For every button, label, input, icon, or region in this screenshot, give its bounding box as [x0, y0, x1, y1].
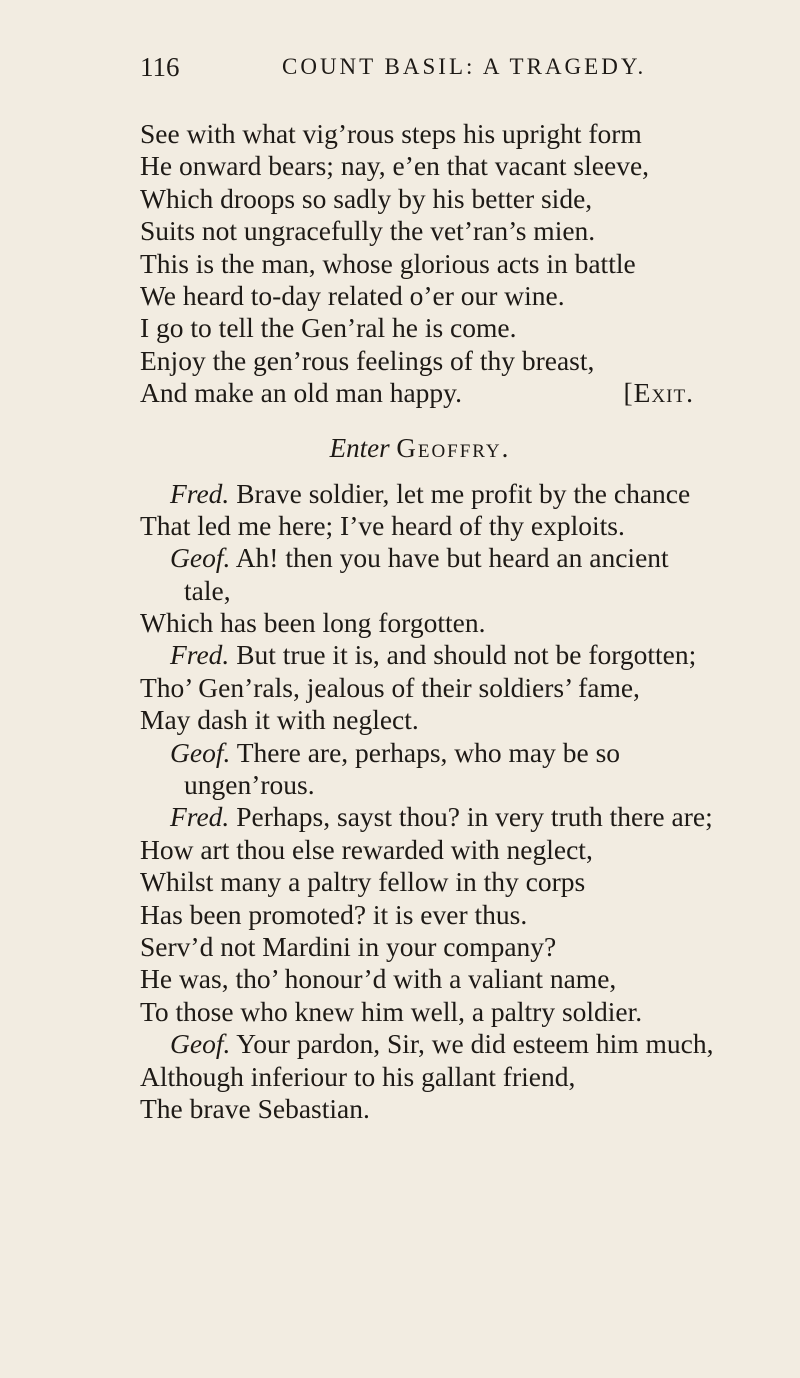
verse-line	[140, 834, 700, 866]
page-header	[140, 52, 700, 88]
verse-line	[140, 931, 700, 963]
exit-verse-line	[140, 377, 700, 409]
stage-enter-word: Enter	[329, 432, 390, 463]
verse-line	[140, 1093, 700, 1125]
speech-text: Has been promoted? it is ever thus.	[140, 898, 528, 930]
speech-text: Whilst many a paltry fellow in thy corps	[140, 866, 586, 898]
verse-line: Enjoy the gen’rous feelings of thy breast,	[140, 344, 595, 376]
speech-line	[140, 1028, 714, 1060]
verse-line	[140, 575, 700, 607]
verse-line	[140, 607, 700, 639]
speech-text: Your pardon, Sir, we did esteem him much,	[230, 1028, 714, 1060]
verse-line	[140, 996, 700, 1028]
speech-text: tale,	[184, 574, 231, 606]
verse-line	[140, 769, 700, 801]
verse-line	[140, 704, 700, 736]
verse-line: We heard to-day related o’er our wine.	[140, 279, 565, 311]
speech-line	[140, 639, 700, 671]
verse-line	[140, 963, 700, 995]
speech-text: ungen’rous.	[184, 769, 315, 801]
verse-line: See with what vig’rous steps his upright form	[140, 118, 642, 149]
speaker-name: Geof.	[170, 1028, 231, 1060]
speech-text: How art thou else rewarded with neglect,	[140, 833, 593, 865]
speech-text: To those who knew him well, a paltry soldier.	[140, 995, 643, 1027]
verse-line-text: And make an old man happy.	[140, 377, 463, 409]
speech-line	[140, 737, 700, 769]
verse-line: This is the man, whose glorious acts in battle	[140, 247, 636, 279]
verse-line: I go to tell the Gen’ral he is come.	[140, 312, 517, 344]
stage-direction-enter	[140, 428, 700, 468]
speaker-name: Geof.	[170, 542, 231, 574]
speech-text: Brave soldier, let me profit by the chance	[229, 477, 691, 509]
verse-line: Suits not ungracefully the vet’ran’s mien.	[140, 215, 596, 247]
verse-line	[140, 1061, 700, 1093]
speech-text: Serv’d not Mardini in your company?	[140, 930, 557, 962]
speech-text: May dash it with neglect.	[140, 704, 419, 736]
speech-text: Which has been long forgotten.	[140, 607, 486, 639]
verse-line	[140, 866, 700, 898]
speech-text: Ah! then you have but heard an ancient	[230, 542, 669, 574]
verse-line	[140, 510, 700, 542]
speech-line	[140, 801, 713, 833]
speech-line	[140, 542, 700, 574]
speech-text: That led me here; I’ve heard of thy exploits.	[140, 509, 625, 541]
verse-line: He onward bears; nay, e’en that vacant sleeve,	[140, 150, 650, 182]
speech-text: Perhaps, sayst thou? in very truth there are;	[229, 801, 713, 833]
verse-line	[140, 672, 700, 704]
speech-text: Tho’ Gen’rals, jealous of their soldiers’ fame,	[140, 671, 640, 703]
speaker-name: Geof.	[170, 736, 231, 768]
dialogue-block	[140, 477, 714, 1126]
speech-text: The brave Sebastian.	[140, 1092, 370, 1124]
stage-enter-name: Geoffry.	[396, 432, 511, 463]
page-text	[140, 118, 714, 1125]
speech-text: There are, perhaps, who may be so	[230, 736, 621, 768]
speech-text: But true it is, and should not be forgotten;	[229, 639, 697, 671]
speaker-name: Fred.	[170, 477, 230, 509]
verse-line: Which droops so sadly by his better side,	[140, 182, 593, 214]
speech-text: He was, tho’ honour’d with a valiant name,	[140, 963, 617, 995]
verse-line	[140, 899, 700, 931]
stage-direction-exit: [Exit.	[623, 377, 694, 409]
speaker-name: Fred.	[170, 639, 230, 671]
running-title: COUNT BASIL: A TRAGEDY.	[282, 54, 647, 79]
speaker-name: Fred.	[170, 801, 230, 833]
page-number: 116	[140, 52, 180, 82]
speech-line	[140, 478, 700, 510]
speech-text: Although inferiour to his gallant friend,	[140, 1060, 576, 1092]
